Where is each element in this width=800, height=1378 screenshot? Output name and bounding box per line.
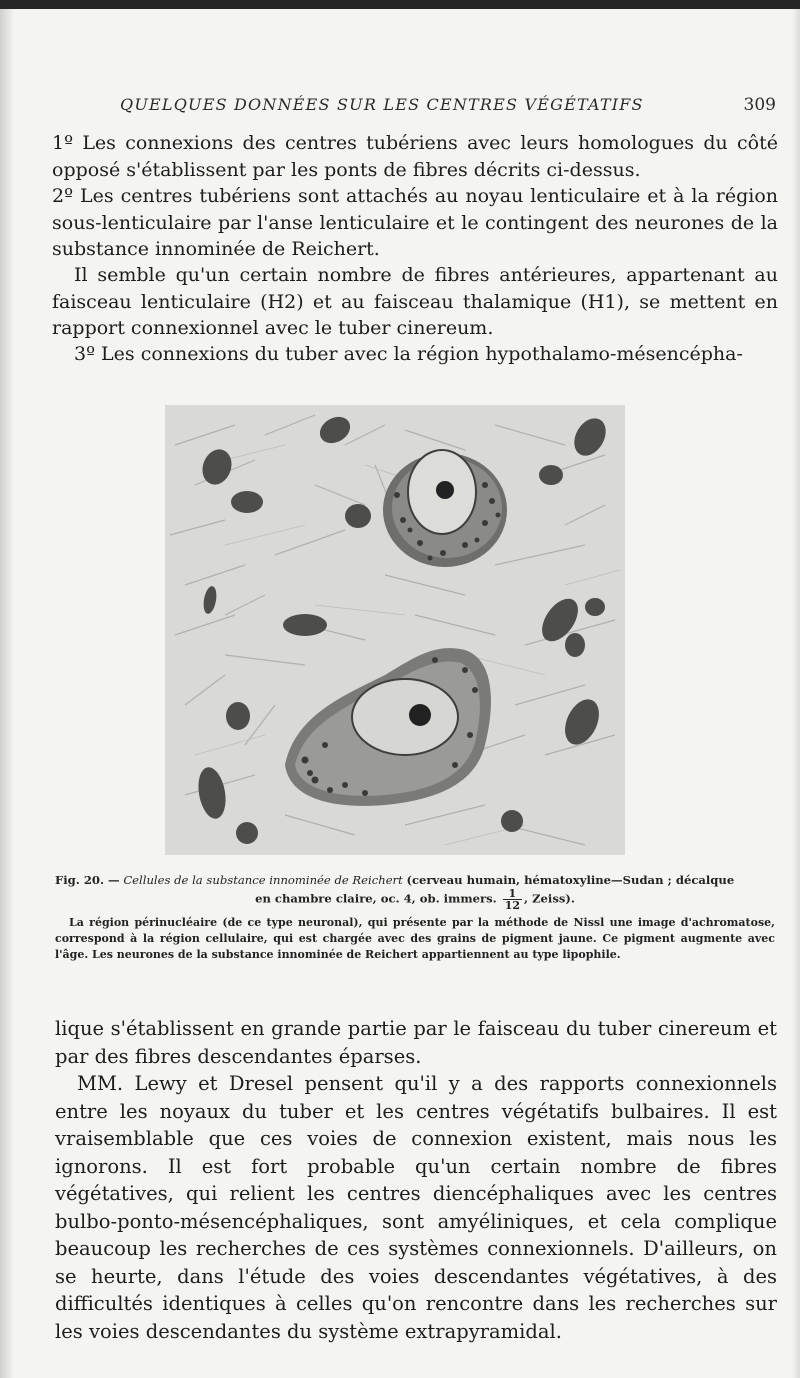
running-title: QUELQUES DONNÉES SUR LES CENTRES VÉGÉTATIFS bbox=[120, 95, 644, 114]
paragraph-continuation: lique s'établissent en grande partie par le faisceau du tuber cinereum et par des fibres descendantes éparses. bbox=[55, 1017, 777, 1068]
caption-line-2 bbox=[55, 888, 775, 911]
upper-neuron-nucleolus bbox=[436, 481, 454, 499]
scan-binding-shadow bbox=[0, 9, 14, 1378]
page-header bbox=[120, 95, 776, 121]
fraction-denominator: 12 bbox=[504, 899, 521, 912]
figure-neuron-illustration bbox=[165, 405, 625, 855]
caption-details: (cerveau humain, hématoxyline—Sudan ; décalque bbox=[406, 873, 735, 887]
paragraph-connexions-2: 2º Les centres tubériens sont attachés au noyau lenticulaire et à la région sous-lenticulaire par l'anse lenticulaire et le contingent des neurones de la substance innominée de Reichert. bbox=[52, 185, 778, 260]
paragraph-connexions-3: 3º Les connexions du tuber avec la région hypothalamo-mésencépha- bbox=[74, 343, 743, 365]
scan-top-edge bbox=[0, 0, 800, 9]
lower-neuron-nucleus bbox=[352, 679, 458, 755]
caption-title: Cellules de la substance innominée de Reichert bbox=[123, 873, 403, 887]
paragraph-fibres-anterieures: Il semble qu'un certain nombre de fibres antérieures, appartenant au faisceau lenticulaire (H2) et au faisceau thalamique (H1), se mettent en rapport connexionnel avec le tuber cinereum. bbox=[52, 264, 778, 339]
caption-label: Fig. 20. — bbox=[55, 873, 120, 887]
caption-fraction bbox=[503, 888, 522, 911]
fraction-numerator: 1 bbox=[503, 888, 522, 900]
body-text-bottom bbox=[55, 1015, 777, 1345]
caption-note: La région périnucléaire (de ce type neuronal), qui présente par la méthode de Nissl une image d'achromatose, correspond à la région cellulaire, qui est chargée avec des grains de pigment jaune. Ce pigment augmente avec l'âge. Les neurones de la substance innominée de Reichert appartiennent au type lipophile. bbox=[55, 916, 775, 961]
paragraph-connexions-1: 1º Les connexions des centres tubériens avec leurs homologues du côté opposé s'établissent par les ponts de fibres décrits ci-dessus. bbox=[52, 132, 778, 181]
lower-neuron-nucleolus bbox=[409, 704, 431, 726]
page-number: 309 bbox=[743, 95, 776, 115]
figure-caption bbox=[55, 872, 775, 963]
caption-details-2: en chambre claire, oc. 4, ob. immers. bbox=[255, 891, 497, 906]
paragraph-lewy-dresel: MM. Lewy et Dresel pensent qu'il y a des rapports connexionnels entre les noyaux du tuber et les centres végétatifs bulbaires. Il est vraisemblable que ces voies de connexion existent, mais nous les ignorons. Il est fort probable qu'un certain nombre de fibres végétatives, qui relient les centres diencéphaliques avec les centres bulbo-ponto-mésencéphaliques, sont amyéliniques, et cela complique beaucoup les recherches de ces systèmes connexionnels. D'ailleurs, on se heurte, dans l'étude des voies descendantes végétatives, à des difficultés identiques à celles qu'on rencontre dans les recherches sur les voies descendantes du système extrapyramidal. bbox=[55, 1072, 777, 1343]
scan-right-edge bbox=[792, 9, 800, 1378]
caption-line-1 bbox=[55, 872, 775, 888]
caption-details-3: , Zeiss). bbox=[524, 891, 575, 906]
